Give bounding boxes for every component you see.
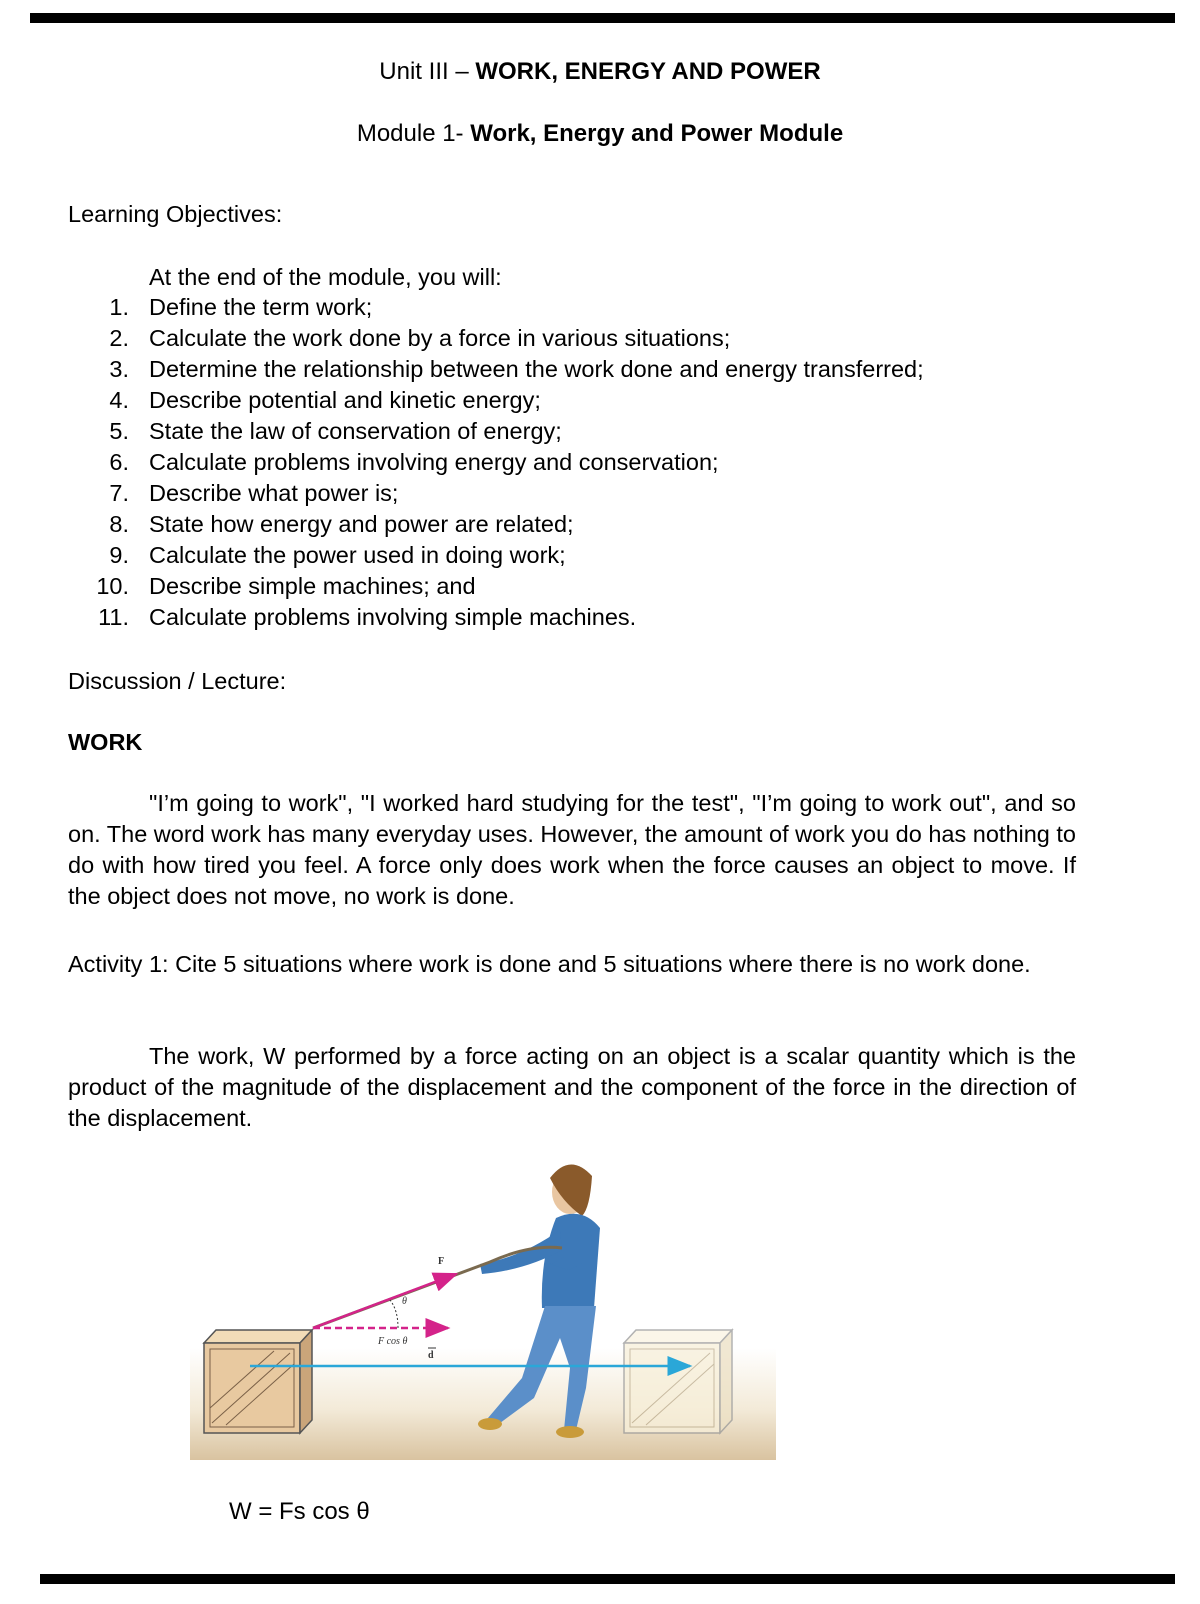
objective-number: 9. xyxy=(109,542,129,568)
objective-text: State how energy and power are related; xyxy=(149,511,574,537)
objective-item xyxy=(68,416,924,447)
angle-label: θ xyxy=(402,1296,407,1307)
objective-item xyxy=(68,509,924,540)
module-prefix: Module 1- xyxy=(356,120,471,147)
objective-number: 1. xyxy=(109,294,129,320)
work-paragraph: "I’m going to work", "I worked hard studying for the test", "I’m going to work out", and so on. The word work has many everyday uses. However, the amount of work you do has nothing to do with how tired you feel. A force only does work when the force causes an object to move. If the object does not move, no work is done. xyxy=(68,790,1076,909)
definition-paragraph: The work, W performed by a force acting on an object is a scalar quantity which is the product of the magnitude of the displacement and the component of the force in the direction of the displacement. xyxy=(68,1043,1076,1131)
objective-text: Calculate problems involving energy and conservation; xyxy=(149,449,719,475)
objective-item xyxy=(68,540,924,571)
work-illustration xyxy=(190,1158,776,1460)
objective-number: 8. xyxy=(109,511,129,537)
objectives-intro: At the end of the module, you will: xyxy=(149,264,502,290)
top-rule xyxy=(30,13,1175,23)
objective-item xyxy=(68,571,924,602)
objective-number: 11. xyxy=(98,604,129,630)
crate-end xyxy=(624,1330,732,1433)
objective-text: Calculate problems involving simple machines. xyxy=(149,604,637,630)
work-heading: WORK xyxy=(68,729,143,755)
force-vector xyxy=(313,1274,456,1328)
objective-item xyxy=(68,385,924,416)
objective-item xyxy=(68,323,924,354)
unit-title-bold: WORK, ENERGY AND POWER xyxy=(475,58,821,85)
bottom-rule xyxy=(40,1574,1175,1584)
activity-paragraph: Activity 1: Cite 5 situations where work is done and 5 situations where there is no work done. xyxy=(68,951,1031,977)
objective-item xyxy=(68,447,924,478)
module-title xyxy=(0,120,1200,148)
objective-number: 5. xyxy=(109,418,129,444)
force-component-label: F cos θ xyxy=(378,1336,408,1347)
objective-text: Describe what power is; xyxy=(149,480,399,506)
objective-text: Calculate the work done by a force in various situations; xyxy=(149,325,731,351)
objective-text: Define the term work; xyxy=(149,294,373,320)
objective-item xyxy=(68,602,924,633)
objective-item xyxy=(68,292,924,323)
objective-number: 7. xyxy=(109,480,129,506)
objectives-label: Learning Objectives: xyxy=(68,201,283,227)
objective-item xyxy=(68,478,924,509)
objective-number: 10. xyxy=(96,573,129,599)
force-label: F xyxy=(438,1256,445,1267)
objective-number: 3. xyxy=(109,356,129,382)
angle-arc xyxy=(390,1300,398,1328)
objective-number: 4. xyxy=(109,387,129,413)
module-title-bold: Work, Energy and Power Module xyxy=(470,120,844,147)
displacement-label: d xyxy=(428,1350,434,1361)
objective-text: Calculate the power used in doing work; xyxy=(149,542,566,568)
objective-number: 2. xyxy=(109,325,129,351)
objectives-list xyxy=(68,292,924,633)
objective-text: State the law of conservation of energy; xyxy=(149,418,562,444)
objective-text: Describe simple machines; and xyxy=(149,573,476,599)
objective-text: Describe potential and kinetic energy; xyxy=(149,387,541,413)
work-formula: W = Fs cos θ xyxy=(229,1498,370,1525)
objective-item xyxy=(68,354,924,385)
objective-number: 6. xyxy=(109,449,129,475)
crate-start xyxy=(204,1330,312,1433)
unit-title xyxy=(0,58,1200,86)
discussion-label: Discussion / Lecture: xyxy=(68,668,287,694)
objective-text: Determine the relationship between the work done and energy transferred; xyxy=(149,356,924,382)
unit-prefix: Unit III – xyxy=(379,58,476,85)
